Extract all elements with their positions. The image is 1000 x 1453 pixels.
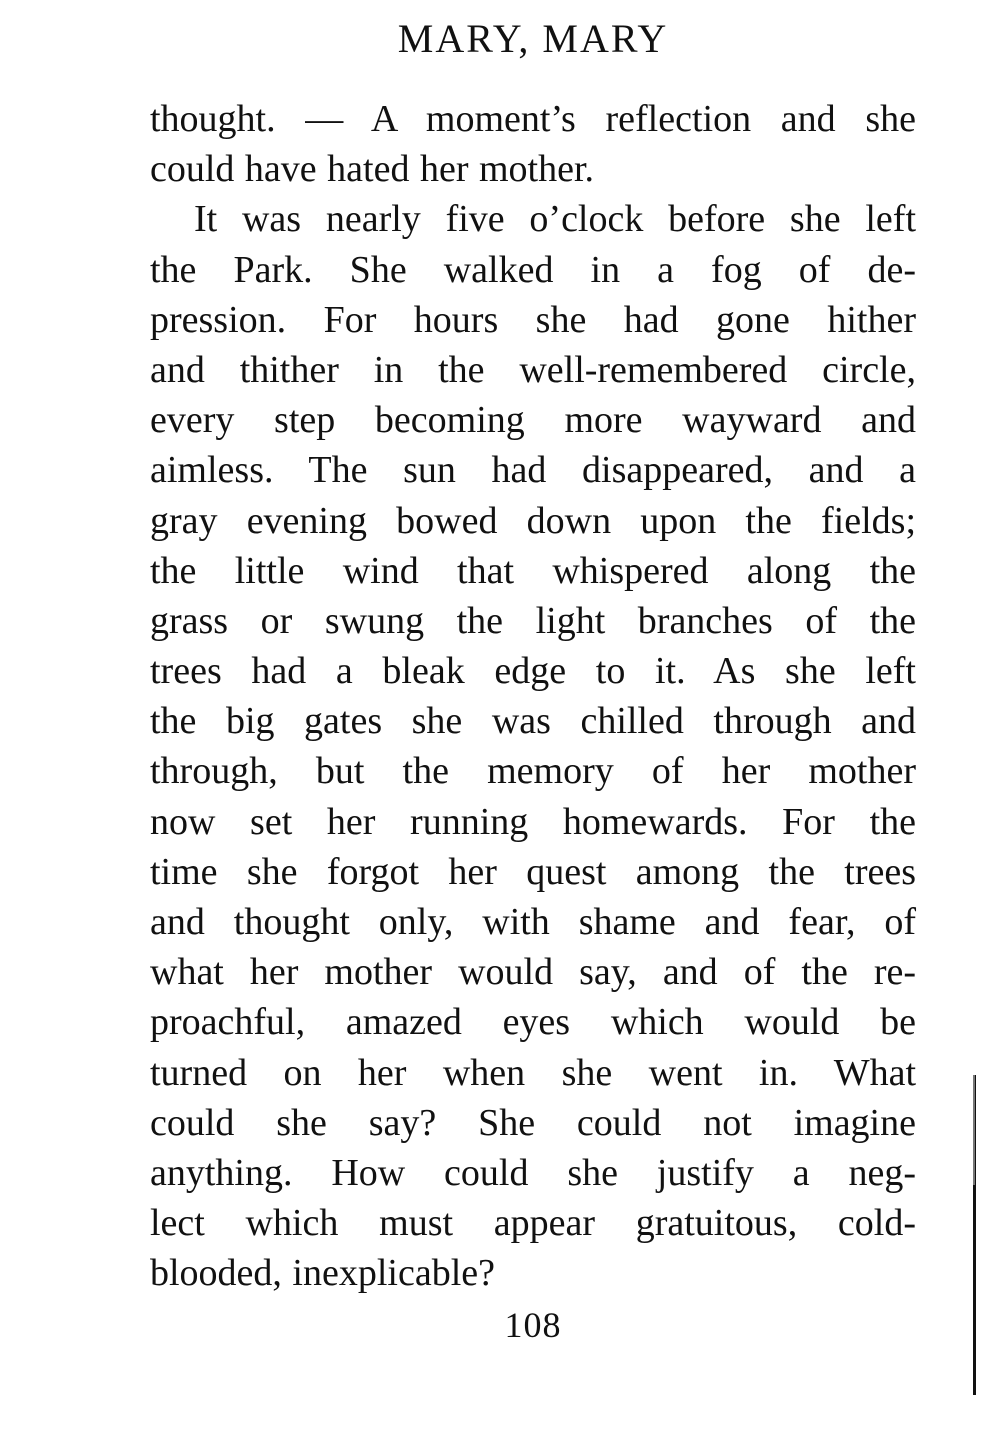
text-line: grass or swung the light branches of the — [150, 599, 916, 642]
scan-edge-line-faint — [973, 1075, 975, 1185]
text-line: thought. — A moment’s reflection and she — [150, 98, 916, 140]
text-line: trees had a bleak edge to it. As she left — [150, 650, 916, 693]
page-number: 108 — [504, 1305, 562, 1345]
text-line: blooded, inexplicable? — [150, 1252, 495, 1295]
text-line: now set her running homewards. For the — [150, 800, 916, 843]
text-line: could have hated her mother. — [150, 148, 595, 191]
text-line: anything. How could she justify a neg- — [150, 1151, 916, 1194]
text-line: gray evening bowed down upon the fields; — [150, 499, 916, 542]
body-text — [150, 94, 916, 1299]
text-line: the little wind that whispered along the — [150, 549, 916, 592]
text-line: through, but the memory of her mother — [150, 750, 916, 793]
text-line: pression. For hours she had gone hither — [150, 298, 916, 341]
text-line: could she say? She could not imagine — [150, 1101, 916, 1144]
running-head: MARY, MARY — [397, 16, 669, 61]
text-line: time she forgot her quest among the trees — [150, 850, 916, 893]
text-line: and thither in the well-remembered circle, — [150, 348, 916, 391]
text-line: every step becoming more wayward and — [150, 399, 916, 442]
text-line: what her mother would say, and of the re- — [150, 951, 916, 994]
text-line: the Park. She walked in a fog of de- — [150, 248, 916, 291]
text-line: lect which must appear gratuitous, cold- — [150, 1202, 916, 1245]
text-line: It was nearly five o’clock before she left — [194, 198, 916, 241]
text-line: aimless. The sun had disappeared, and a — [150, 449, 916, 492]
text-line: proachful, amazed eyes which would be — [150, 1001, 916, 1044]
text-line: and thought only, with shame and fear, of — [150, 901, 916, 943]
text-line: turned on her when she went in. What — [150, 1051, 916, 1094]
text-line: the big gates she was chilled through and — [150, 700, 916, 743]
